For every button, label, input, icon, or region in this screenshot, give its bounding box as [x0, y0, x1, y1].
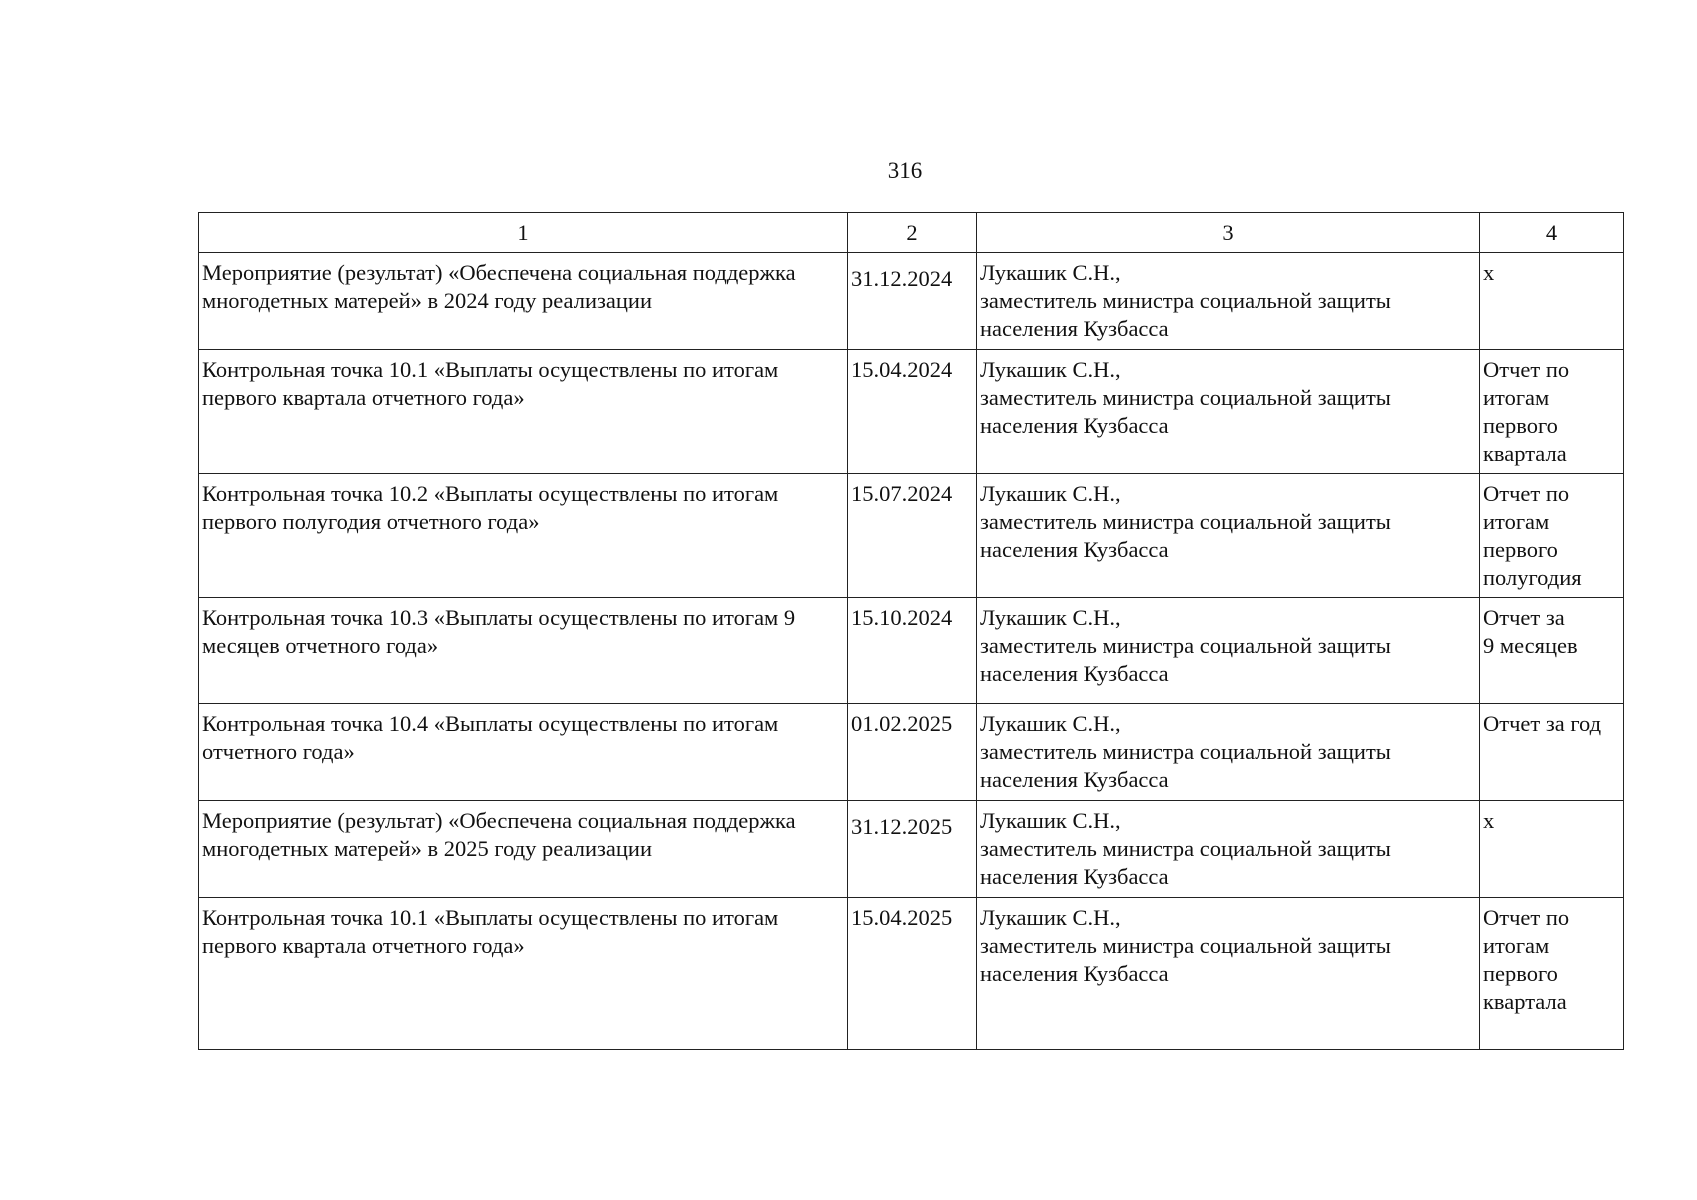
responsible-position: заместитель министра социальной защиты населения Кузбасса [980, 288, 1391, 341]
result-text: Отчет по итогам первого квартала [1483, 905, 1570, 1014]
date-cell: 31.12.2024 [848, 253, 977, 350]
page-number: 316 [887, 158, 923, 183]
responsible-position: заместитель министра социальной защиты населения Кузбасса [980, 739, 1391, 792]
task-cell: Мероприятие (результат) «Обеспечена социальная поддержка многодетных матерей» в 2024 году реализации [199, 253, 848, 350]
result-cell [1480, 253, 1624, 350]
task-cell: Контрольная точка 10.1 «Выплаты осуществлены по итогам первого квартала отчетного года» [199, 898, 848, 1050]
table-row [199, 474, 1624, 598]
responsible-cell [977, 253, 1480, 350]
result-text: Отчет за год [1483, 711, 1602, 736]
column-header-3: 3 [977, 213, 1480, 253]
responsible-name: Лукашик С.Н., [980, 605, 1121, 630]
table-row [199, 898, 1624, 1050]
responsible-position: заместитель министра социальной защиты населения Кузбасса [980, 933, 1391, 986]
responsible-cell [977, 474, 1480, 598]
task-cell: Контрольная точка 10.2 «Выплаты осуществлены по итогам первого полугодия отчетного года» [199, 474, 848, 598]
result-text: х [1483, 808, 1495, 833]
responsible-cell [977, 704, 1480, 801]
responsible-position: заместитель министра социальной защиты населения Кузбасса [980, 633, 1391, 686]
plan-table [198, 212, 1624, 1050]
responsible-cell [977, 350, 1480, 474]
responsible-position: заместитель министра социальной защиты населения Кузбасса [980, 836, 1391, 889]
responsible-cell [977, 598, 1480, 704]
result-cell [1480, 474, 1624, 598]
result-cell [1480, 898, 1624, 1050]
task-cell: Контрольная точка 10.1 «Выплаты осуществлены по итогам первого квартала отчетного года» [199, 350, 848, 474]
task-cell: Контрольная точка 10.3 «Выплаты осуществлены по итогам 9 месяцев отчетного года» [199, 598, 848, 704]
table-row [199, 350, 1624, 474]
table-row [199, 598, 1624, 704]
column-header-4: 4 [1480, 213, 1624, 253]
date-cell: 31.12.2025 [848, 801, 977, 898]
result-cell [1480, 801, 1624, 898]
result-text: Отчет по итогам первого полугодия [1483, 481, 1582, 590]
responsible-cell [977, 801, 1480, 898]
date-cell: 15.04.2024 [848, 350, 977, 474]
date-cell: 15.10.2024 [848, 598, 977, 704]
table-header-row [199, 213, 1624, 253]
task-cell: Контрольная точка 10.4 «Выплаты осуществлены по итогам отчетного года» [199, 704, 848, 801]
responsible-name: Лукашик С.Н., [980, 481, 1121, 506]
task-cell: Мероприятие (результат) «Обеспечена социальная поддержка многодетных матерей» в 2025 году реализации [199, 801, 848, 898]
date-cell: 15.07.2024 [848, 474, 977, 598]
column-header-2: 2 [848, 213, 977, 253]
responsible-position: заместитель министра социальной защиты населения Кузбасса [980, 509, 1391, 562]
table-row [199, 253, 1624, 350]
result-text: х [1483, 260, 1495, 285]
table-row [199, 801, 1624, 898]
result-text: Отчет за 9 месяцев [1483, 605, 1578, 658]
responsible-name: Лукашик С.Н., [980, 711, 1121, 736]
column-header-1: 1 [199, 213, 848, 253]
responsible-name: Лукашик С.Н., [980, 260, 1121, 285]
table-row [199, 704, 1624, 801]
result-cell [1480, 704, 1624, 801]
date-cell: 15.04.2025 [848, 898, 977, 1050]
responsible-name: Лукашик С.Н., [980, 808, 1121, 833]
responsible-name: Лукашик С.Н., [980, 357, 1121, 382]
result-text: Отчет по итогам первого квартала [1483, 357, 1570, 466]
result-cell [1480, 350, 1624, 474]
responsible-cell [977, 898, 1480, 1050]
responsible-name: Лукашик С.Н., [980, 905, 1121, 930]
date-cell: 01.02.2025 [848, 704, 977, 801]
responsible-position: заместитель министра социальной защиты населения Кузбасса [980, 385, 1391, 438]
result-cell [1480, 598, 1624, 704]
